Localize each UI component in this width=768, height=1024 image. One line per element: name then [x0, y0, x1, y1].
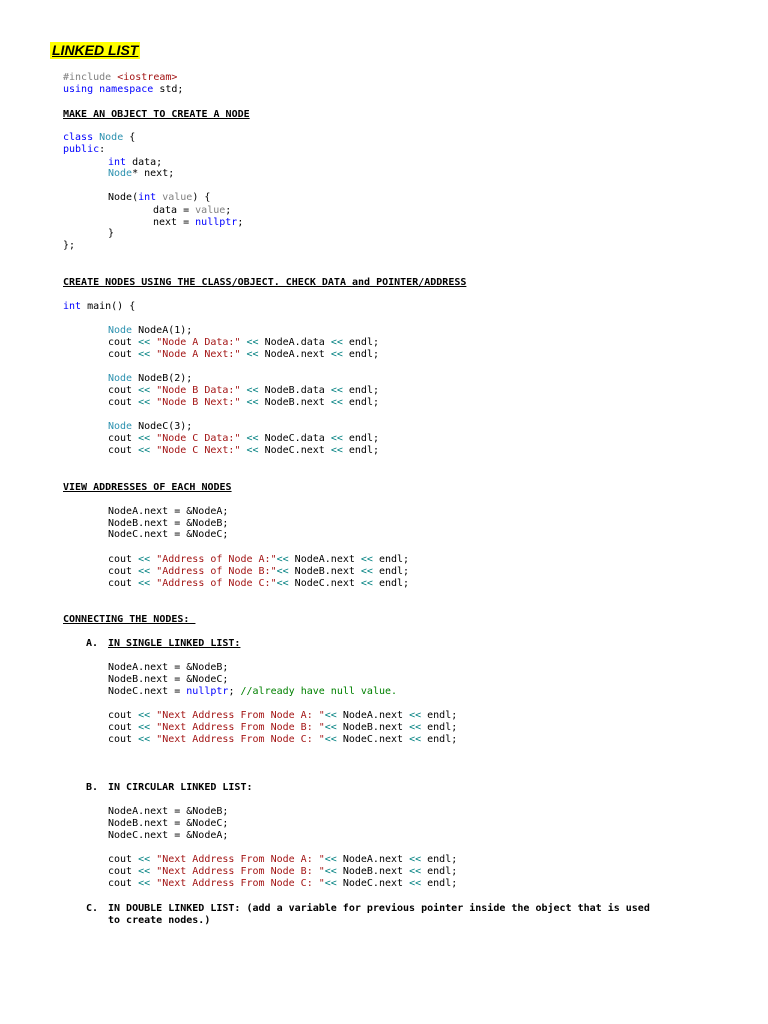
member-next-line: Node* next;	[108, 168, 175, 179]
single-next-cout-b: cout << "Next Address From Node B: "<< NodeB.next << endl;	[108, 722, 458, 733]
section-heading-make-object: MAKE AN OBJECT TO CREATE A NODE	[63, 109, 250, 120]
node-b-declaration: Node NodeB(2);	[108, 373, 193, 384]
node-a-declaration: Node NodeA(1);	[108, 325, 193, 336]
data-assign-line: data = value;	[153, 205, 232, 216]
subheading-single: IN SINGLE LINKED LIST:	[108, 638, 241, 649]
main-function-line: int main() {	[63, 301, 136, 312]
node-a-next-cout: cout << "Node A Next:" << NodeA.next << endl;	[108, 349, 379, 360]
subheading-single-letter: A.	[86, 638, 99, 649]
circular-next-cout-b: cout << "Next Address From Node B: "<< NodeB.next << endl;	[108, 866, 458, 877]
circular-next-cout-c: cout << "Next Address From Node C: "<< NodeC.next << endl;	[108, 878, 458, 889]
single-assign-c: NodeC.next = nullptr; //already have null value.	[108, 686, 398, 697]
subheading-circular: IN CIRCULAR LINKED LIST:	[108, 782, 253, 793]
class-declaration-line: class Node {	[63, 132, 136, 143]
public-line: public:	[63, 144, 106, 155]
address-cout-b: cout << "Address of Node B:"<< NodeB.next << endl;	[108, 566, 410, 577]
constructor-line: Node(int value) {	[108, 192, 211, 203]
node-a-data-cout: cout << "Node A Data:" << NodeA.data << endl;	[108, 337, 379, 348]
subheading-circular-letter: B.	[86, 782, 99, 793]
section-heading-view-addresses: VIEW ADDRESSES OF EACH NODES	[63, 482, 232, 493]
preprocessor-directive: #include	[63, 72, 112, 83]
subheading-double: IN DOUBLE LINKED LIST: (add a variable for previous pointer inside the object that is used	[108, 903, 650, 914]
circular-next-cout-a: cout << "Next Address From Node A: "<< NodeA.next << endl;	[108, 854, 458, 865]
include-header: <iostream>	[117, 72, 178, 83]
circular-assign-c: NodeC.next = &NodeA;	[108, 830, 229, 841]
self-assign-b: NodeB.next = &NodeB;	[108, 518, 229, 529]
node-b-next-cout: cout << "Node B Next:" << NodeB.next << endl;	[108, 397, 379, 408]
single-next-cout-c: cout << "Next Address From Node C: "<< NodeC.next << endl;	[108, 734, 458, 745]
subheading-double-continued: to create nodes.)	[108, 915, 211, 926]
circular-assign-b: NodeB.next = &NodeC;	[108, 818, 229, 829]
code-listing	[63, 0, 763, 1024]
node-c-data-cout: cout << "Node C Data:" << NodeC.data << endl;	[108, 433, 379, 444]
class-close-line: };	[63, 240, 76, 251]
include-line	[63, 72, 177, 84]
section-heading-create-nodes: CREATE NODES USING THE CLASS/OBJECT. CHECK DATA and POINTER/ADDRESS	[63, 277, 467, 288]
subheading-double-letter: C.	[86, 903, 99, 914]
self-assign-c: NodeC.next = &NodeC;	[108, 529, 229, 540]
document-title: LINKED LIST	[52, 42, 139, 58]
circular-assign-a: NodeA.next = &NodeB;	[108, 806, 229, 817]
section-heading-connecting: CONNECTING THE NODES:	[63, 614, 196, 625]
code-comment: //already have null value.	[234, 686, 398, 697]
single-next-cout-a: cout << "Next Address From Node A: "<< NodeA.next << endl;	[108, 710, 458, 721]
node-b-data-cout: cout << "Node B Data:" << NodeB.data << endl;	[108, 385, 379, 396]
self-assign-a: NodeA.next = &NodeA;	[108, 506, 229, 517]
next-assign-line: next = nullptr;	[153, 217, 244, 228]
address-cout-c: cout << "Address of Node C:"<< NodeC.next << endl;	[108, 578, 410, 589]
node-c-declaration: Node NodeC(3);	[108, 421, 193, 432]
using-namespace-line: using namespace std;	[63, 84, 184, 95]
member-data-line: int data;	[108, 157, 163, 168]
node-c-next-cout: cout << "Node C Next:" << NodeC.next << endl;	[108, 445, 379, 456]
single-assign-a: NodeA.next = &NodeB;	[108, 662, 229, 673]
single-assign-b: NodeB.next = &NodeC;	[108, 674, 229, 685]
address-cout-a: cout << "Address of Node A:"<< NodeA.next << endl;	[108, 554, 410, 565]
constructor-close-line: }	[108, 228, 115, 239]
